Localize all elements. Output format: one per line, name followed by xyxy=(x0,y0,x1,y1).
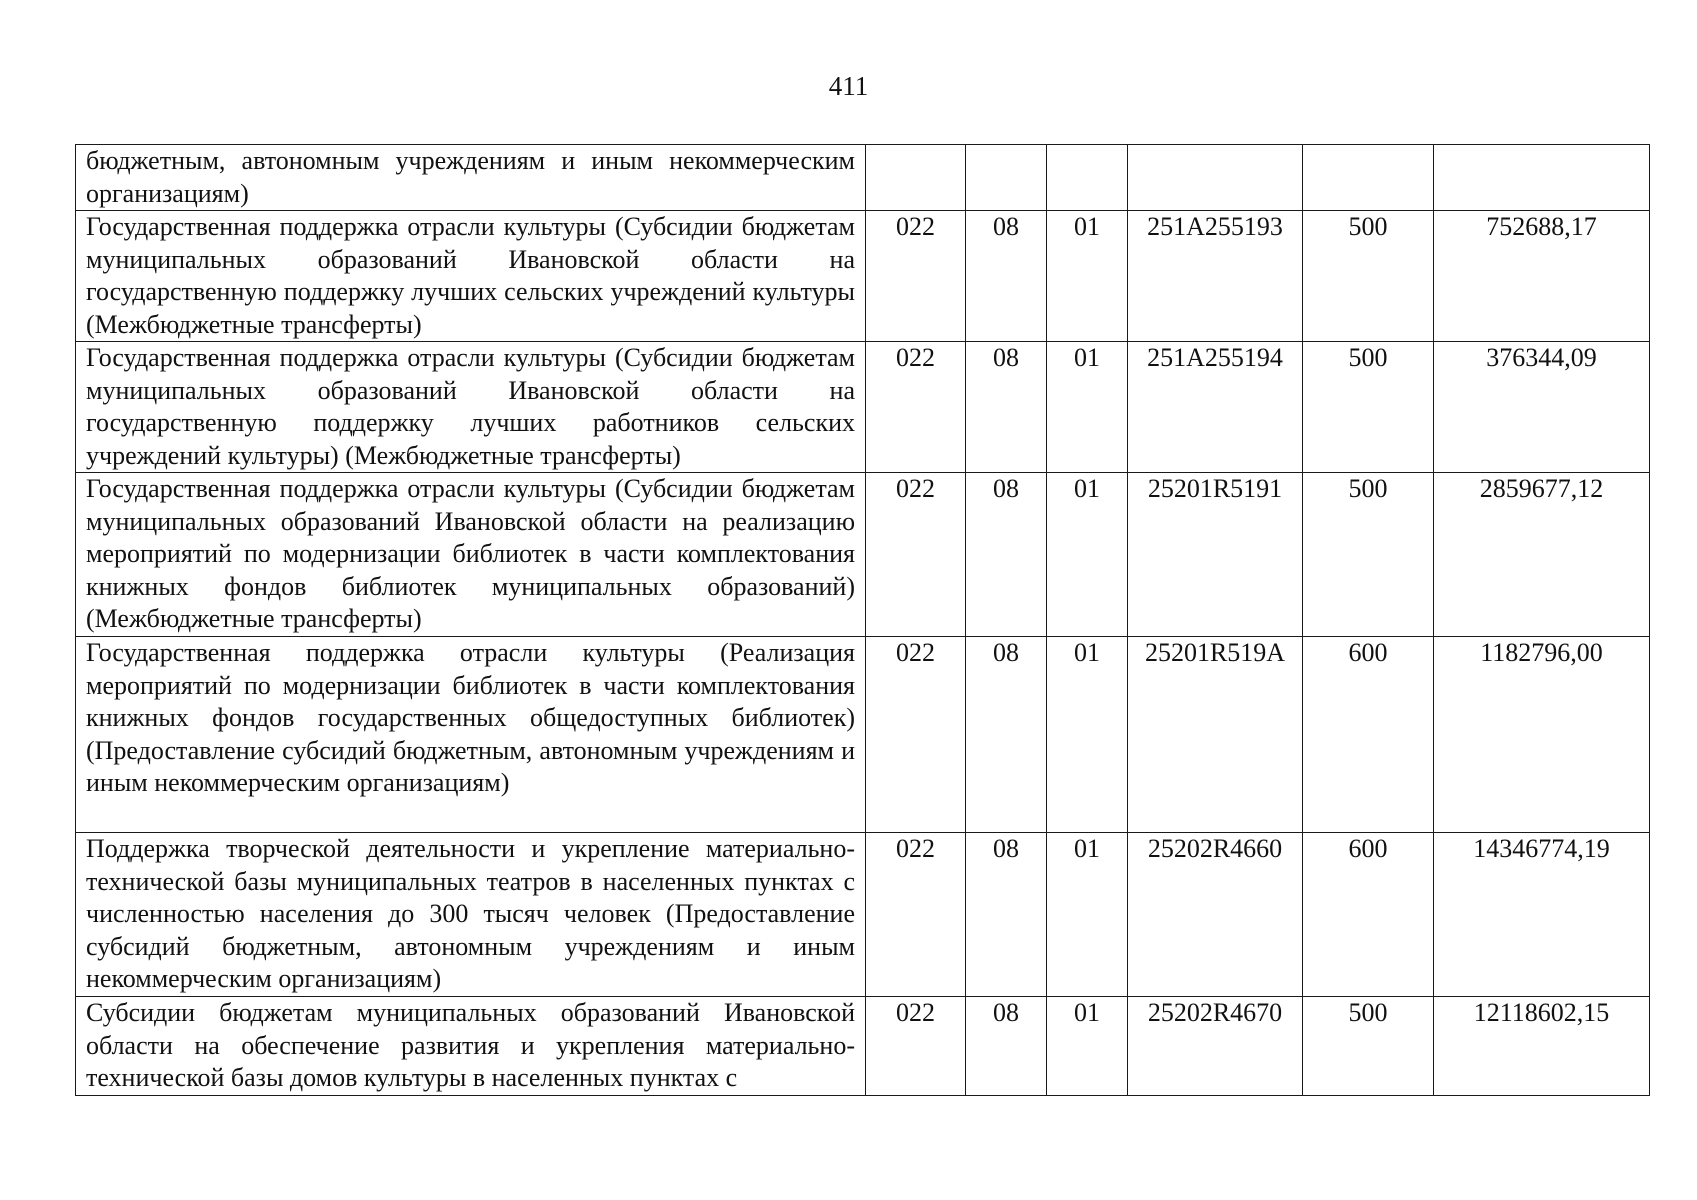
table-row xyxy=(76,211,1650,342)
ministry-code-cell: 022 xyxy=(866,342,966,473)
description-cell: бюджетным, автономным учреждениям и иным некоммерческим организациям) xyxy=(76,145,866,211)
target-article-cell: 251A255194 xyxy=(1128,342,1303,473)
subsection-cell: 01 xyxy=(1047,473,1128,637)
description-cell: Государственная поддержка отрасли культуры (Реализация мероприятий по модернизации библиотек в части комплектования книжных фондов государственных общедоступных библиотек) (Предоставление субсидий бюджетным, автономным учреждениям и иным некоммерческим организациям) xyxy=(76,637,866,833)
section-cell: 08 xyxy=(966,833,1047,997)
subsection-cell: 01 xyxy=(1047,637,1128,833)
expense-type-cell: 500 xyxy=(1303,211,1434,342)
ministry-code-cell: 022 xyxy=(866,833,966,997)
target-article-cell: 25201R519A xyxy=(1128,637,1303,833)
budget-table xyxy=(75,144,1650,1096)
amount-cell: 1182796,00 xyxy=(1434,637,1650,833)
expense-type-cell xyxy=(1303,145,1434,211)
section-cell: 08 xyxy=(966,637,1047,833)
table-row xyxy=(76,342,1650,473)
table-row xyxy=(76,997,1650,1096)
amount-cell: 2859677,12 xyxy=(1434,473,1650,637)
expense-type-cell: 500 xyxy=(1303,342,1434,473)
ministry-code-cell: 022 xyxy=(866,211,966,342)
table-row xyxy=(76,145,1650,211)
table-row xyxy=(76,473,1650,637)
table-row xyxy=(76,833,1650,997)
section-cell: 08 xyxy=(966,211,1047,342)
section-cell: 08 xyxy=(966,342,1047,473)
section-cell: 08 xyxy=(966,997,1047,1096)
target-article-cell: 25202R4670 xyxy=(1128,997,1303,1096)
budget-table-body xyxy=(76,145,1650,1096)
table-row xyxy=(76,637,1650,833)
subsection-cell: 01 xyxy=(1047,342,1128,473)
ministry-code-cell: 022 xyxy=(866,473,966,637)
subsection-cell: 01 xyxy=(1047,211,1128,342)
description-cell: Государственная поддержка отрасли культуры (Субсидии бюджетам муниципальных образований Ивановской области на реализацию мероприятий по модернизации библиотек в части комплектования книжных фондов библиотек муниципальных образований) (Межбюджетные трансферты) xyxy=(76,473,866,637)
expense-type-cell: 500 xyxy=(1303,473,1434,637)
section-cell xyxy=(966,145,1047,211)
amount-cell: 14346774,19 xyxy=(1434,833,1650,997)
subsection-cell xyxy=(1047,145,1128,211)
target-article-cell: 251A255193 xyxy=(1128,211,1303,342)
target-article-cell: 25202R4660 xyxy=(1128,833,1303,997)
ministry-code-cell xyxy=(866,145,966,211)
page-number: 411 xyxy=(828,71,869,101)
target-article-cell: 25201R5191 xyxy=(1128,473,1303,637)
target-article-cell xyxy=(1128,145,1303,211)
amount-cell: 12118602,15 xyxy=(1434,997,1650,1096)
description-cell: Государственная поддержка отрасли культуры (Субсидии бюджетам муниципальных образований Ивановской области на государственную поддержку лучших работников сельских учреждений культуры) (Межбюджетные трансферты) xyxy=(76,342,866,473)
amount-cell: 752688,17 xyxy=(1434,211,1650,342)
expense-type-cell: 500 xyxy=(1303,997,1434,1096)
description-cell: Субсидии бюджетам муниципальных образований Ивановской области на обеспечение развития и укрепления материально-технической базы домов культуры в населенных пунктах с xyxy=(76,997,866,1096)
subsection-cell: 01 xyxy=(1047,833,1128,997)
ministry-code-cell: 022 xyxy=(866,997,966,1096)
subsection-cell: 01 xyxy=(1047,997,1128,1096)
amount-cell: 376344,09 xyxy=(1434,342,1650,473)
amount-cell xyxy=(1434,145,1650,211)
expense-type-cell: 600 xyxy=(1303,637,1434,833)
expense-type-cell: 600 xyxy=(1303,833,1434,997)
description-cell: Государственная поддержка отрасли культуры (Субсидии бюджетам муниципальных образований Ивановской области на государственную поддержку лучших сельских учреждений культуры (Межбюджетные трансферты) xyxy=(76,211,866,342)
ministry-code-cell: 022 xyxy=(866,637,966,833)
description-cell: Поддержка творческой деятельности и укрепление материально-технической базы муниципальных театров в населенных пунктах с численностью населения до 300 тысяч человек (Предоставление субсидий бюджетным, автономным учреждениям и иным некоммерческим организациям) xyxy=(76,833,866,997)
section-cell: 08 xyxy=(966,473,1047,637)
